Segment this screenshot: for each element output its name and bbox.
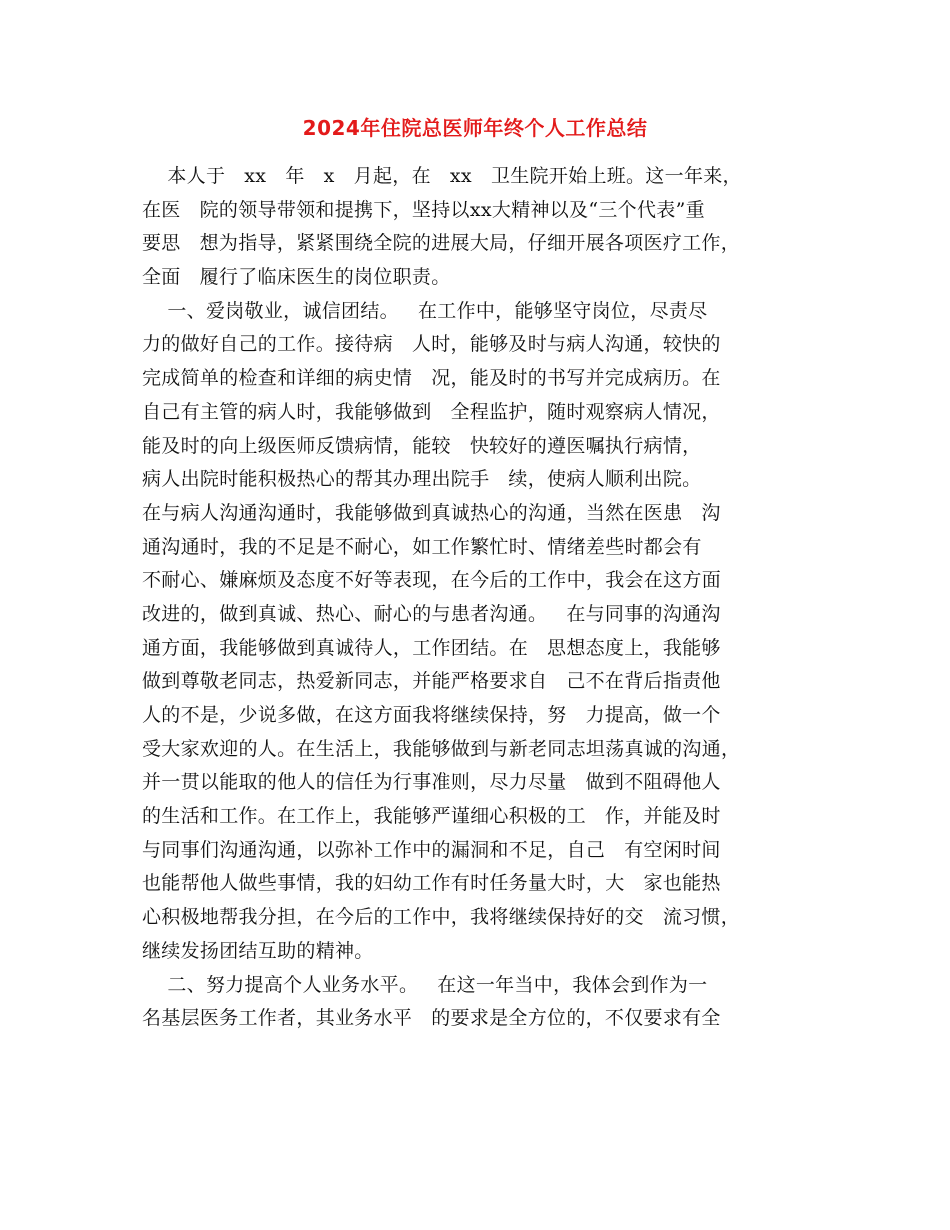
text-line: 改进的，做到真诚、热心、耐心的与患者沟通。 在与同事的沟通沟 [142, 602, 721, 625]
text-line: 的生活和工作。在工作上，我能够严谨细心积极的工 作，并能及时 [142, 805, 721, 828]
text-line: 完成简单的检查和详细的病史情 况，能及时的书写并完成病历。在 [142, 367, 721, 390]
text-line: 也能帮他人做些事情，我的妇幼工作有时任务量大时，大 家也能热 [142, 872, 721, 895]
text-line: 与同事们沟通沟通，以弥补工作中的漏洞和不足，自己 有空闲时间 [142, 838, 721, 861]
text-line: 心积极地帮我分担，在今后的工作中，我将继续保持好的交 流习惯， [142, 906, 741, 929]
text-line: 人的不是，少说多做，在这方面我将继续保持，努 力提高，做一个 [142, 704, 721, 726]
text-line: 通方面，我能够做到真诚待人，工作团结。在 思想态度上，我能够 [142, 636, 721, 659]
text-line: 通沟通时，我的不足是不耐心，如工作繁忙时、情绪差些时都会有 [142, 535, 702, 558]
text-line: 继续发扬团结互助的精神。 [142, 939, 374, 962]
text-line: 不耐心、嫌麻烦及态度不好等表现，在今后的工作中，我会在这方面 [142, 569, 722, 592]
text-line: 自己有主管的病人时，我能够做到 全程监护，随时观察病人情况， [142, 400, 721, 423]
document-title: 2024年住院总医师年终个人工作总结 [302, 116, 648, 140]
text-line: 全面 履行了临床医生的岗位职责。 [142, 266, 451, 289]
text-line: 在与病人沟通沟通时，我能够做到真诚热心的沟通，当然在医患 沟 [142, 501, 721, 524]
text-line: 病人出院时能积极热心的帮其办理出院手 续，使病人顺利出院。 [142, 468, 702, 491]
text-line: 并一贯以能取的他人的信任为行事准则，尽力尽量 做到不阻碍他人 [142, 771, 721, 794]
text-line: 做到尊敬老同志，热爱新同志，并能严格要求自 己不在背后指责他 [142, 670, 721, 693]
text-line: 在医 院的领导带领和提携下，坚持以xx大精神以及“三个代表”重 [142, 198, 705, 221]
text-line: 一、爱岗敬业，诚信团结。 在工作中，能够坚守岗位，尽责尽 [142, 299, 708, 322]
text-line: 本人于 xx 年 x 月起，在 xx 卫生院开始上班。这一年来， [142, 165, 742, 187]
document-body [142, 160, 842, 1036]
text-line: 力的做好自己的工作。接待病 人时，能够及时与病人沟通，较快的 [142, 333, 721, 356]
text-line: 能及时的向上级医师反馈病情，能较 快较好的遵医嘱执行病情， [142, 434, 702, 457]
text-line: 名基层医务工作者，其业务水平 的要求是全方位的，不仅要求有全 [142, 1007, 721, 1030]
text-line: 要思 想为指导，紧紧围绕全院的进展大局，仔细开展各项医疗工作， [142, 232, 741, 255]
text-line: 二、努力提高个人业务水平。 在这一年当中，我体会到作为一 [142, 973, 708, 996]
text-line: 受大家欢迎的人。在生活上，我能够做到与新老同志坦荡真诚的沟通， [142, 737, 741, 760]
